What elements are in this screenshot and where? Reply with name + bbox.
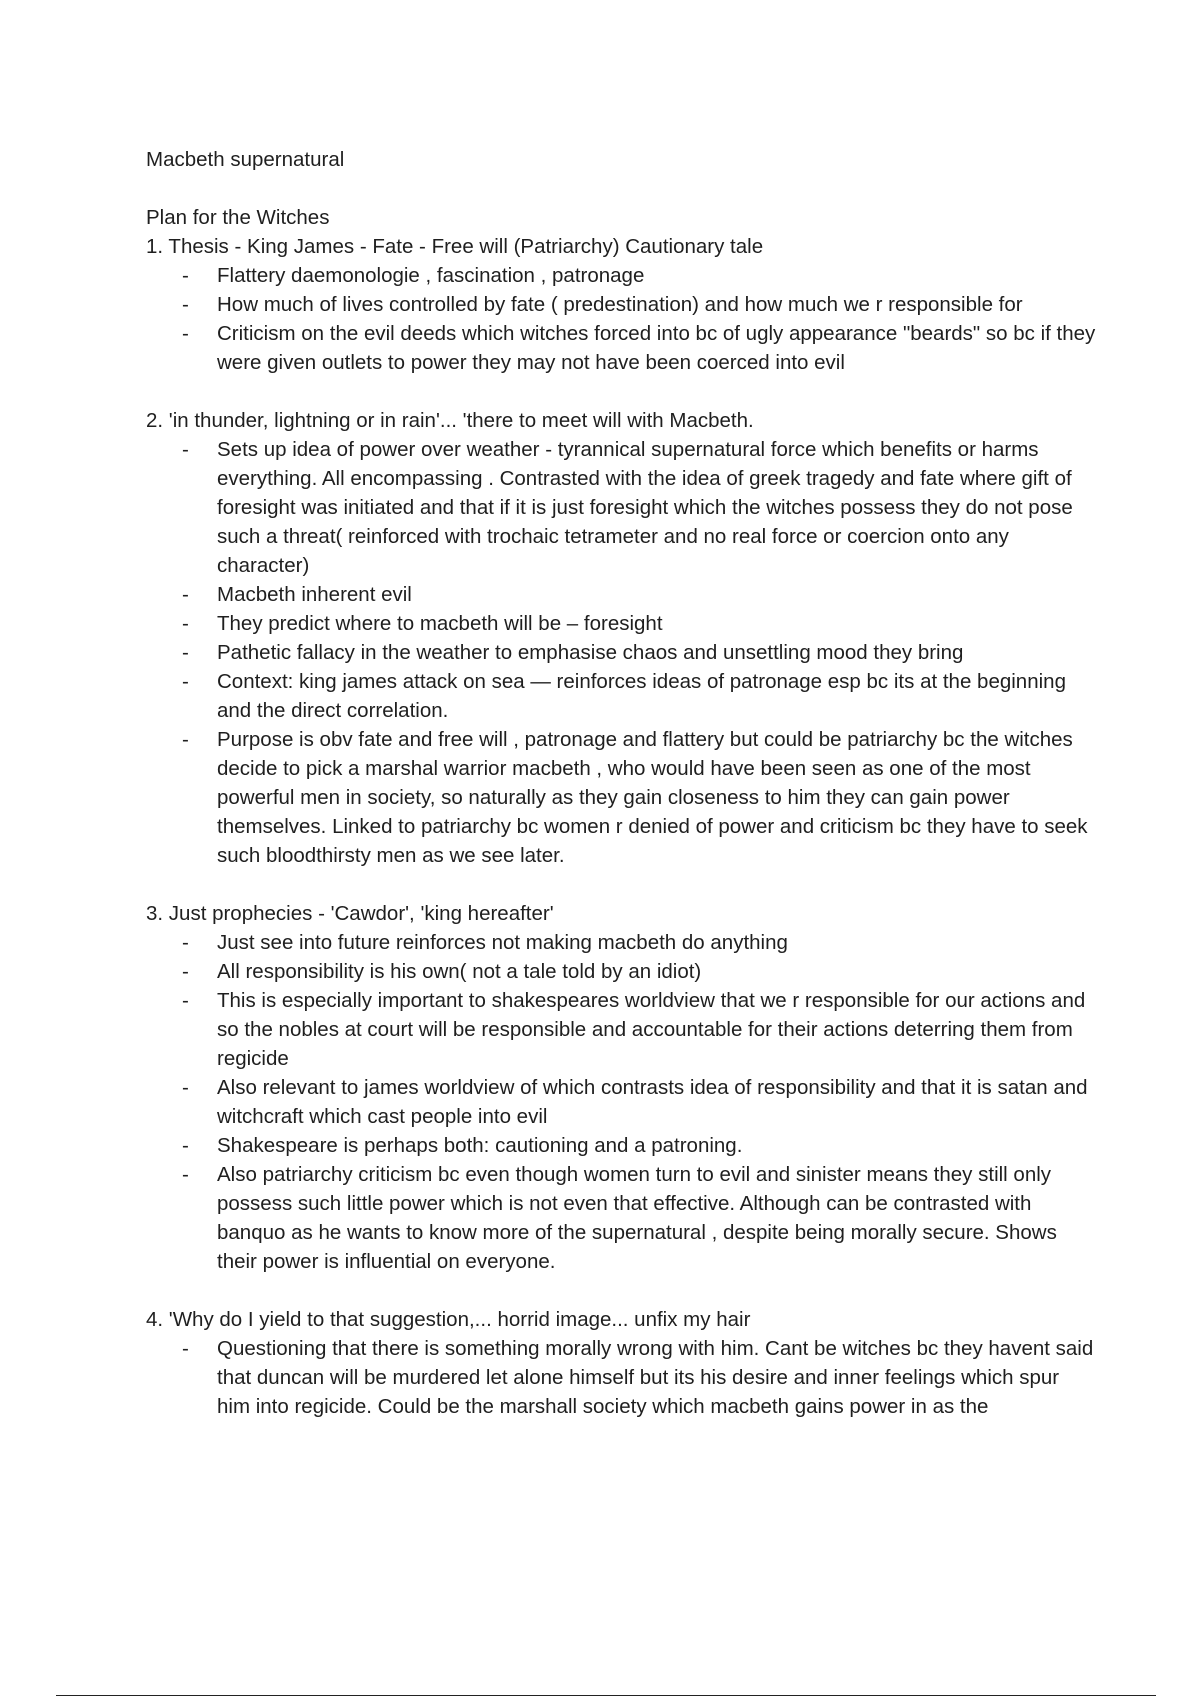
bullet-item: - All responsibility is his own( not a tale told by an idiot) <box>146 957 1096 986</box>
bullet-item: - Questioning that there is something morally wrong with him. Cant be witches bc they havent said that duncan will be murdered let alone himself but its his desire and inner feelings which spur him into regicide. Could be the marshall society which macbeth gains power in as the <box>146 1334 1096 1421</box>
document-page <box>146 145 1096 1450</box>
bullet-item: - Sets up idea of power over weather - tyrannical supernatural force which benefits or harms everything. All encompassing . Contrasted with the idea of greek tragedy and fate where gift of foresight was initiated and that if it is just foresight which the witches possess they do not pose such a threat( reinforced with trochaic tetrameter and no real force or coercion onto any character) <box>146 435 1096 580</box>
bullet-list <box>146 1334 1096 1421</box>
bullet-item: - Criticism on the evil deeds which witches forced into bc of ugly appearance "beards" so bc if they were given outlets to power they may not have been coerced into evil <box>146 319 1096 377</box>
bullet-item: - Also relevant to james worldview of which contrasts idea of responsibility and that it is satan and witchcraft which cast people into evil <box>146 1073 1096 1131</box>
section-2 <box>146 406 1096 870</box>
bullet-item: - This is especially important to shakespeares worldview that we r responsible for our actions and so the nobles at court will be responsible and accountable for their actions deterring them from regicide <box>146 986 1096 1073</box>
bullet-list <box>146 261 1096 377</box>
plan-heading: Plan for the Witches <box>146 206 330 229</box>
bullet-item: - Flattery daemonologie , fascination , patronage <box>146 261 1096 290</box>
bullet-item: - Pathetic fallacy in the weather to emphasise chaos and unsettling mood they bring <box>146 638 1096 667</box>
bullet-item: - Shakespeare is perhaps both: cautioning and a patroning. <box>146 1131 1096 1160</box>
bullet-item: - Macbeth inherent evil <box>146 580 1096 609</box>
bullet-item: - How much of lives controlled by fate ( predestination) and how much we r responsible for <box>146 290 1096 319</box>
section-heading: 1. Thesis - King James - Fate - Free will (Patriarchy) Cautionary tale <box>146 235 764 258</box>
bullet-item: - Also patriarchy criticism bc even though women turn to evil and sinister means they still only possess such little power which is not even that effective. Although can be contrasted with banquo as he wants to know more of the supernatural , despite being morally secure. Shows their power is influential on everyone. <box>146 1160 1096 1276</box>
section-3 <box>146 899 1096 1276</box>
page-divider <box>56 1695 1156 1696</box>
bullet-list <box>146 928 1096 1276</box>
bullet-item: - Purpose is obv fate and free will , patronage and flattery but could be patriarchy bc the witches decide to pick a marshal warrior macbeth , who would have been seen as one of the most powerful men in society, so naturally as they gain closeness to him they can gain power themselves. Linked to patriarchy bc women r denied of power and criticism bc they have to seek such bloodthirsty men as we see later. <box>146 725 1096 870</box>
bullet-item: - Context: king james attack on sea — reinforces ideas of patronage esp bc its at the beginning and the direct correlation. <box>146 667 1096 725</box>
section-heading: 3. Just prophecies - 'Cawdor', 'king hereafter' <box>146 902 554 925</box>
bullet-item: - They predict where to macbeth will be – foresight <box>146 609 1096 638</box>
section-1 <box>146 232 1096 377</box>
section-heading: 4. 'Why do I yield to that suggestion,... horrid image... unfix my hair <box>146 1308 751 1331</box>
section-4 <box>146 1305 1096 1421</box>
section-heading: 2. 'in thunder, lightning or in rain'... 'there to meet will with Macbeth. <box>146 409 754 432</box>
bullet-item: - Just see into future reinforces not making macbeth do anything <box>146 928 1096 957</box>
bullet-list <box>146 435 1096 870</box>
document-title: Macbeth supernatural <box>146 148 345 171</box>
